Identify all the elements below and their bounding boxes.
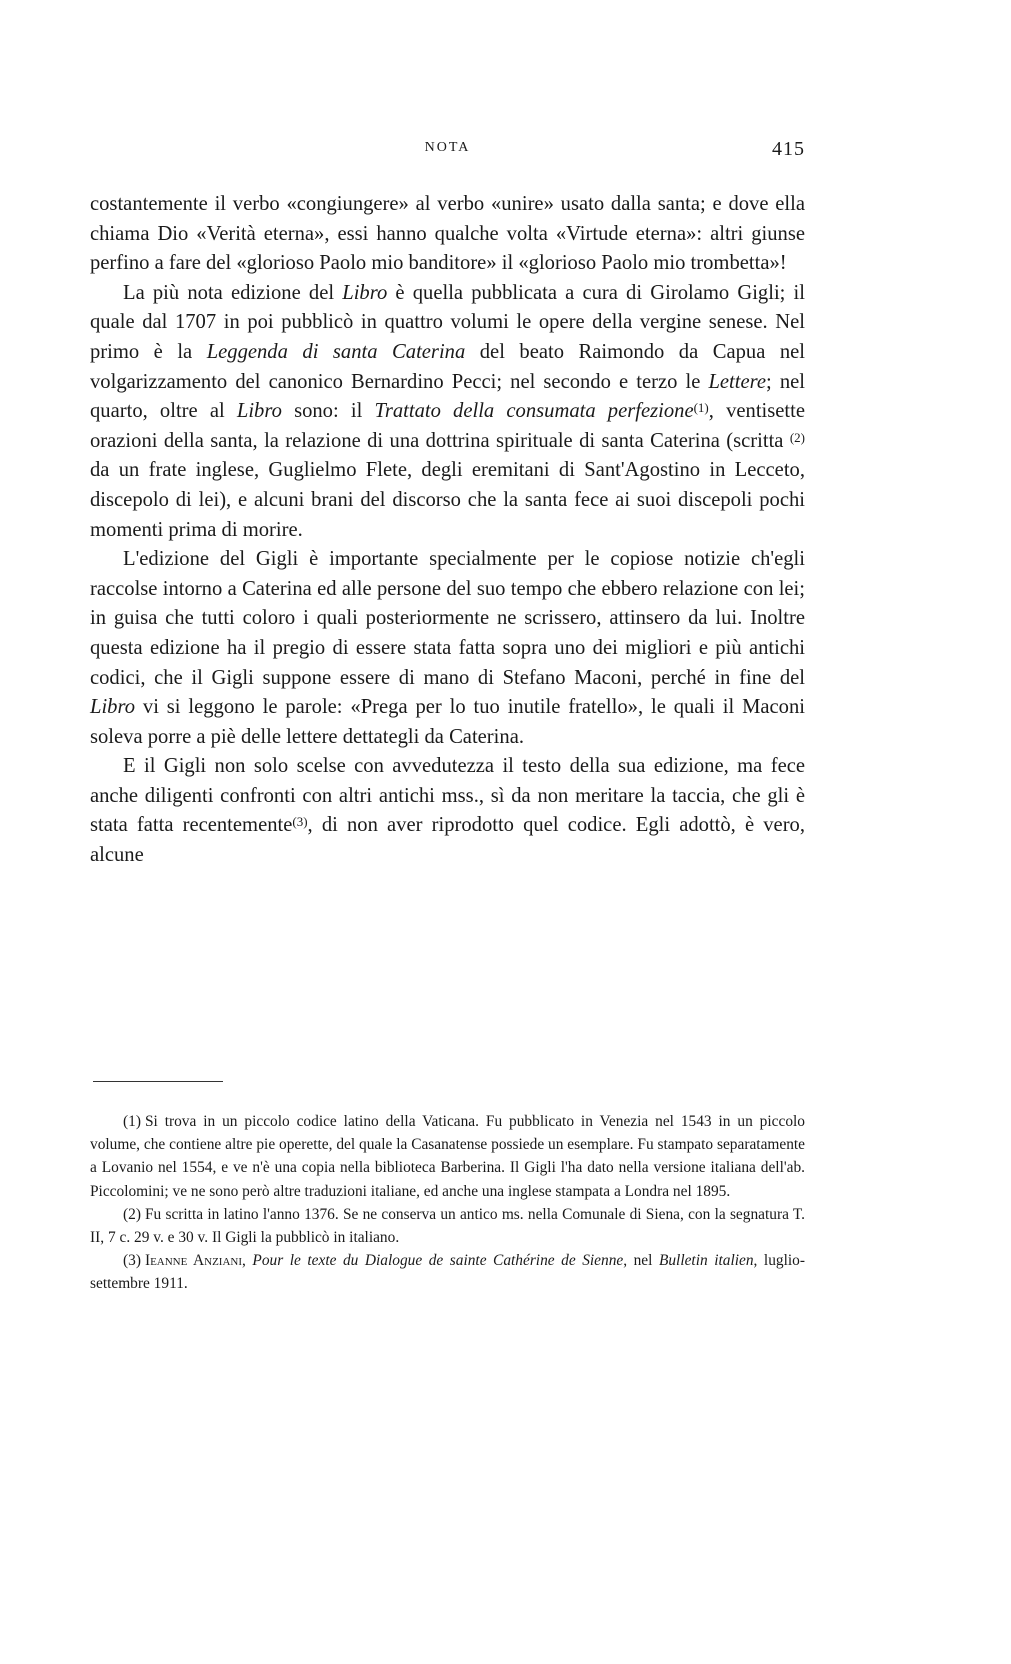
text-run: ; nel quarto, oltre al <box>90 370 805 423</box>
paragraph-2 <box>90 279 805 545</box>
footnote-rule <box>93 1081 223 1082</box>
text-run: del beato Raimondo da Capua nel volgarizzamento del canonico Bernardino Pecci; nel secondo e terzo le <box>90 340 805 393</box>
text-run: La più nota edizione del <box>123 281 343 304</box>
paragraph-3 <box>90 545 805 752</box>
footnote-text: Fu scritta in latino l'anno 1376. Se ne conserva un antico ms. nella Comunale di Siena, con la segnatura T. II, 7 c. 29 v. e 30 v. Il Gigli la pubblicò in italiano. <box>90 1205 805 1247</box>
footnote-ref-3: (3) <box>292 814 308 830</box>
text-run: sono: il <box>281 400 375 423</box>
italic-title: Libro <box>90 696 136 719</box>
footnote-3 <box>90 1249 805 1295</box>
footnote-1 <box>90 1110 805 1203</box>
running-head: NOTA <box>424 140 471 155</box>
paragraph-4 <box>90 752 805 870</box>
italic-title: Libro <box>236 400 282 423</box>
text-run: costantemente il verbo «congiungere» al verbo «unire» usato dalla santa; e dove ella chiama Dio «Verità eterna», essi hanno qualche volta «Virtude eterna»: altri giunse perfino a fare del «glorioso Paolo mio banditore» il «glorioso Paolo mio trombetta»! <box>90 193 805 275</box>
footnote-ref-1: (1) <box>693 400 709 416</box>
text-run: E il Gigli non solo scelse con avvedutezza il testo della sua edizione, ma fece anche diligenti confronti con altri antichi mss., sì da non meritare la taccia, che gli è stata fatta recentemente <box>90 755 805 837</box>
footnote-author: Ieanne Anziani <box>144 1252 243 1270</box>
italic-title: Lettere <box>708 370 767 393</box>
text-run: da un frate inglese, Guglielmo Flete, degli eremitani di Sant'Agostino in Lecceto, discepolo di lei), e alcuni brani del discorso che la santa fece ai suoi discepoli pochi momenti prima di morire. <box>90 459 805 541</box>
text-run: , <box>242 1252 253 1270</box>
italic-title: Libro <box>342 281 388 304</box>
italic-title: Leggenda di santa Caterina <box>206 340 466 363</box>
text-run: , nel <box>623 1252 659 1270</box>
text-run: è quella pubblicata a cura di Girolamo Gigli; il quale dal 1707 in poi pubblicò in quattro volumi le opere della vergine senese. Nel primo è la <box>90 281 805 363</box>
footnote-2 <box>90 1203 805 1249</box>
footnote-mark: (3) <box>123 1252 141 1270</box>
page-header <box>90 138 805 168</box>
text-run: , ventisette orazioni della santa, la relazione di una dottrina spirituale di santa Caterina (scritta <box>90 400 806 452</box>
footnote-mark: (1) <box>123 1113 141 1130</box>
text-run: L'edizione del Gigli è importante specialmente per le copiose notizie ch'egli raccolse intorno a Caterina ed alle persone del suo tempo che ebbero relazione con lei; in guisa che tutti coloro i quali posteriormente ne scrissero, attinsero da lui. Inoltre questa edizione ha il pregio di essere stata fatta sopra uno dei migliori e più antichi codici, che il Gigli suppone essere di mano di Stefano Maconi, perché in fine del <box>90 548 805 689</box>
footnote-text: Si trova in un piccolo codice latino della Vaticana. Fu pubblicato in Venezia nel 1543 in un piccolo volume, che contiene altre pie operette, del quale la Casanatense possiede un esemplare. Fu stampato separatamente a Lovanio nel 1554, e ve n'è una copia nella biblioteca Barberina. Il Gigli l'ha dato nella versione italiana dell'ab. Piccolomini; ve ne sono però altre traduzioni italiane, ed anche una inglese stampata a Londra nel 1895. <box>90 1113 805 1200</box>
italic-title: Trattato della consumata perfezione <box>374 400 694 423</box>
footnote-ref-2: (2) <box>789 429 805 445</box>
text-run: , luglio-settembre 1911. <box>90 1252 805 1293</box>
paragraph-1 <box>90 190 805 279</box>
text-run: , di non aver riprodotto quel codice. Egli adottò, è vero, alcune <box>90 814 806 867</box>
text-run: vi si leggono le parole: «Prega per lo tuo inutile fratello», le quali il Maconi soleva porre a piè delle lettere dettategli da Caterina. <box>90 696 805 748</box>
footnote-journal: Bulletin italien <box>658 1252 754 1270</box>
footnotes <box>90 1110 805 1296</box>
footnote-cited-title: Pour le texte du Dialogue de sainte Cathérine de Sienne <box>252 1252 624 1270</box>
page-number: 415 <box>772 138 805 160</box>
footnote-mark: (2) <box>123 1205 141 1223</box>
main-text <box>90 190 805 871</box>
